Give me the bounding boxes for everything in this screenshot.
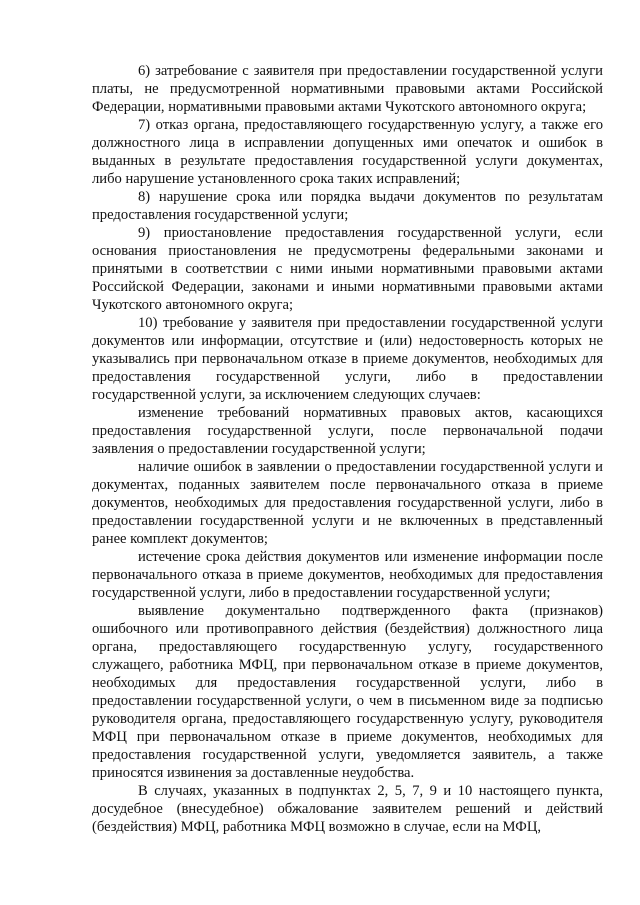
paragraph-exception-expiry: истечение срока действия документов или изменение информации после первоначального отказа в приеме документов, необходимых для предоставления государственной услуги, либо в предоставлении государственной услуги; xyxy=(92,549,603,601)
document-page xyxy=(92,62,603,836)
paragraph-exception-unlawful-action: выявление документально подтвержденного факта (признаков) ошибочного или противоправного действия (бездействия) должностного лица органа, предоставляющего государственную услугу, государственного служащего, работника МФЦ, при первоначальном отказе в приеме документов, необходимых для предоставления государственной услуги, либо в предоставлении государственной услуги, о чем в письменном виде за подписью руководителя органа, предоставляющего государственную услугу, руководителя МФЦ при первоначальном отказе в приеме документов, необходимых для предоставления государственной услуги, уведомляется заявитель, а также приносятся извинения за доставленные неудобства. xyxy=(92,603,603,781)
paragraph-item-7: 7) отказ органа, предоставляющего государственную услугу, а также его должностного лица в исправлении допущенных ими опечаток и ошибок в выданных в результате предоставления государственной услуги документах, либо нарушение установленного срока таких исправлений; xyxy=(92,117,603,187)
paragraph-pre-trial-appeal: В случаях, указанных в подпунктах 2, 5, 7, 9 и 10 настоящего пункта, досудебное (внесудебное) обжалование заявителем решений и действий (бездействия) МФЦ, работника МФЦ возможно в случае, если на МФЦ, xyxy=(92,783,603,835)
paragraph-exception-requirements-change: изменение требований нормативных правовых актов, касающихся предоставления государственной услуги, после первоначальной подачи заявления о предоставлении государственной услуги; xyxy=(92,405,603,457)
paragraph-item-6: 6) затребование с заявителя при предоставлении государственной услуги платы, не предусмотренной нормативными правовыми актами Российской Федерации, нормативными правовыми актами Чукотского автономного округа; xyxy=(92,63,603,115)
paragraph-exception-errors: наличие ошибок в заявлении о предоставлении государственной услуги и документах, поданных заявителем после первоначального отказа в приеме документов, необходимых для предоставления государственной услуги, либо в предоставлении государственной услуги и не включенных в представленный ранее комплект документов; xyxy=(92,459,603,547)
paragraph-item-9: 9) приостановление предоставления государственной услуги, если основания приостановления не предусмотрены федеральными законами и принятыми в соответствии с ними иными нормативными правовыми актами Российской Федерации, законами и иными нормативными правовыми актами Чукотского автономного округа; xyxy=(92,225,603,313)
paragraph-item-8: 8) нарушение срока или порядка выдачи документов по результатам предоставления государственной услуги; xyxy=(92,189,603,223)
paragraph-item-10: 10) требование у заявителя при предоставлении государственной услуги документов или информации, отсутствие и (или) недостоверность которых не указывались при первоначальном отказе в приеме документов, необходимых для предоставления государственной услуги, либо в предоставлении государственной услуги, за исключением следующих случаев: xyxy=(92,315,603,403)
